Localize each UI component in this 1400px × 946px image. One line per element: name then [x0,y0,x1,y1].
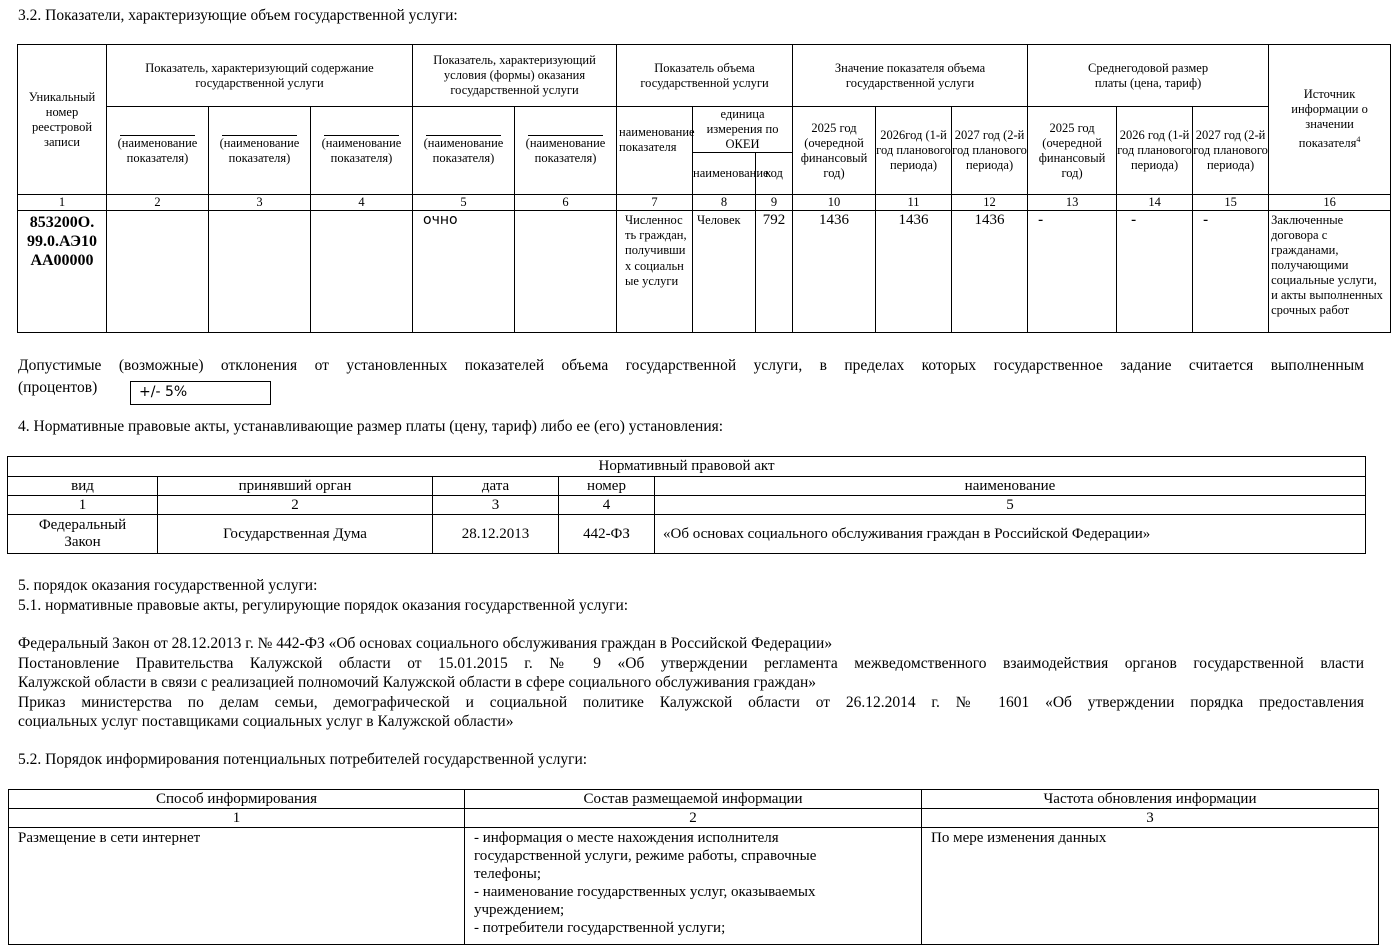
act-line: Приказ министерства по делам семьи, демографической и социальной политике Калужской области от 26.12.2014 г. № 1601 «Об утверждении порядка предоставления [18,694,1364,711]
value-2027: 1436 [952,211,1028,333]
volume-indicators-table [17,44,1391,333]
col-number: 12 [952,195,1028,211]
col-number: 9 [756,195,793,211]
header-name-indicator-3: (наименование показателя) [209,107,311,195]
section-4-heading: 4. Нормативные правовые акты, устанавливающие размер платы (цену, тариф) либо ее (его) установления: [18,418,724,435]
header-okei-code: код [756,153,793,195]
header-2027-fee: 2027 год (2-й год планового периода) [1193,107,1269,195]
info-content [465,828,922,945]
okei-code: 792 [756,211,793,333]
header-okei-unit: единица измерения по ОКЕИ [693,107,793,153]
header-2025-value: 2025 год (очередной финансовый год) [793,107,876,195]
acts-header-number: номер [559,477,655,496]
header-annual-fee: Среднегодовой размер платы (цена, тариф) [1028,45,1269,107]
cell-empty [209,211,311,333]
header-2026-value: 2026год (1-й год планового периода) [876,107,952,195]
acts-header-body: принявший орган [158,477,433,496]
header-unique-number: Уникальный номер реестровой записи [18,45,107,195]
act-line: Федеральный Закон от 28.12.2013 г. № 442-ФЗ «Об основах социального обслуживания граждан в Российской Федерации» [18,635,833,652]
fee-acts-table [7,456,1366,554]
acts-table-title: Нормативный правовой акт [8,457,1366,477]
deviation-text: Допустимые (возможные) отклонения от установленных показателей объема государственной услуги, в пределах которых государственное задание считается выполненным [18,357,1364,374]
info-col-number: 2 [465,809,922,828]
col-number: 4 [311,195,413,211]
fee-2027: - [1193,211,1269,333]
col-number: 11 [876,195,952,211]
cell-empty [515,211,617,333]
header-content-indicator: Показатель, характеризующий содержание государственной услуги [107,45,413,107]
header-conditions-indicator: Показатель, характеризующий условия (формы) оказания государственной услуги [413,45,617,107]
header-name-indicator-5: (наименование показателя) [413,107,515,195]
section-5-1-heading: 5.1. нормативные правовые акты, регулирующие порядок оказания государственной услуги: [18,597,629,614]
info-method: Размещение в сети интернет [9,828,465,945]
header-2025-fee: 2025 год (очередной финансовый год) [1028,107,1117,195]
act-date: 28.12.2013 [433,515,559,554]
acts-col-number: 4 [559,496,655,515]
acts-header-date: дата [433,477,559,496]
info-content-line: - потребители государственной услуги; [474,920,726,936]
informing-table [8,789,1379,945]
act-line: Калужской области в связи с реализацией полномочий Калужской области в сфере социального обслуживания граждан» [18,674,817,691]
info-header-frequency: Частота обновления информации [922,790,1379,809]
section-3-2-heading: 3.2. Показатели, характеризующие объем государственной услуги: [18,7,458,24]
acts-col-number: 3 [433,496,559,515]
cell-empty [107,211,209,333]
value-2026: 1436 [876,211,952,333]
info-col-number: 3 [922,809,1379,828]
info-content-line: - информация о месте нахождения исполнителя [474,830,779,846]
col-number: 3 [209,195,311,211]
col-number: 15 [1193,195,1269,211]
fee-2026: - [1117,211,1193,333]
header-name-indicator-2: (наименование показателя) [107,107,209,195]
col-number: 7 [617,195,693,211]
header-name-indicator-6: (наименование показателя) [515,107,617,195]
volume-indicator-name: Численность граждан, получивших социальные услуги [617,211,693,333]
col-number: 2 [107,195,209,211]
act-name: «Об основах социального обслуживания граждан в Российской Федерации» [655,515,1366,554]
header-volume-indicator: Показатель объема государственной услуги [617,45,793,107]
acts-col-number: 1 [8,496,158,515]
header-volume-value: Значение показателя объема государственной услуги [793,45,1028,107]
col-number: 14 [1117,195,1193,211]
acts-header-type: вид [8,477,158,496]
form-value: очно [413,211,515,333]
cell-empty [311,211,413,333]
info-content-line: учреждением; [474,902,565,918]
info-source-value: Заключенные договора с гражданами, получающими социальные услуги, и акты выполненных срочных работ [1269,211,1391,333]
info-col-number: 1 [9,809,465,828]
col-number: 10 [793,195,876,211]
col-number: 13 [1028,195,1117,211]
unique-record-id: 853200О.99.0.АЭ10АА00000 [18,211,107,333]
col-number: 5 [413,195,515,211]
unit-name: Человек [693,211,756,333]
act-number: 442-ФЗ [559,515,655,554]
col-number: 6 [515,195,617,211]
col-number: 8 [693,195,756,211]
header-2026-fee: 2026 год (1-й год планового периода) [1117,107,1193,195]
header-name-indicator-4: (наименование показателя) [311,107,413,195]
info-frequency: По мере изменения данных [922,828,1379,945]
section-5-2-heading: 5.2. Порядок информирования потенциальных потребителей государственной услуги: [18,751,588,768]
info-content-line: - наименование государственных услуг, оказываемых [474,884,816,900]
col-number: 1 [18,195,107,211]
act-body: Государственная Дума [158,515,433,554]
act-line: Постановление Правительства Калужской области от 15.01.2015 г. № 9 «Об утверждении регламента межведомственного взаимодействия органов государственной власти [18,655,1364,672]
deviation-value-field: +/- 5% [130,381,271,405]
acts-header-name: наименование [655,477,1366,496]
acts-col-number: 5 [655,496,1366,515]
info-header-method: Способ информирования [9,790,465,809]
col-number: 16 [1269,195,1391,211]
info-header-content: Состав размещаемой информации [465,790,922,809]
header-okei-name: наименование [693,153,756,195]
acts-col-number: 2 [158,496,433,515]
fee-2025: - [1028,211,1117,333]
header-info-source: Источник информации о значении показателя$^4$ [1269,45,1391,195]
info-content-line: телефоны; [474,866,542,882]
value-2025: 1436 [793,211,876,333]
header-volume-name: наименование показателя [617,107,693,195]
info-content-line: государственной услуги, режиме работы, справочные [474,848,817,864]
act-type: Федеральный Закон [8,515,158,554]
deviation-unit: (процентов) [18,379,98,396]
act-line: социальных услуг поставщиками социальных услуг в Калужской области» [18,713,514,730]
header-2027-value: 2027 год (2-й год планового периода) [952,107,1028,195]
section-5-heading: 5. порядок оказания государственной услуги: [18,577,318,594]
